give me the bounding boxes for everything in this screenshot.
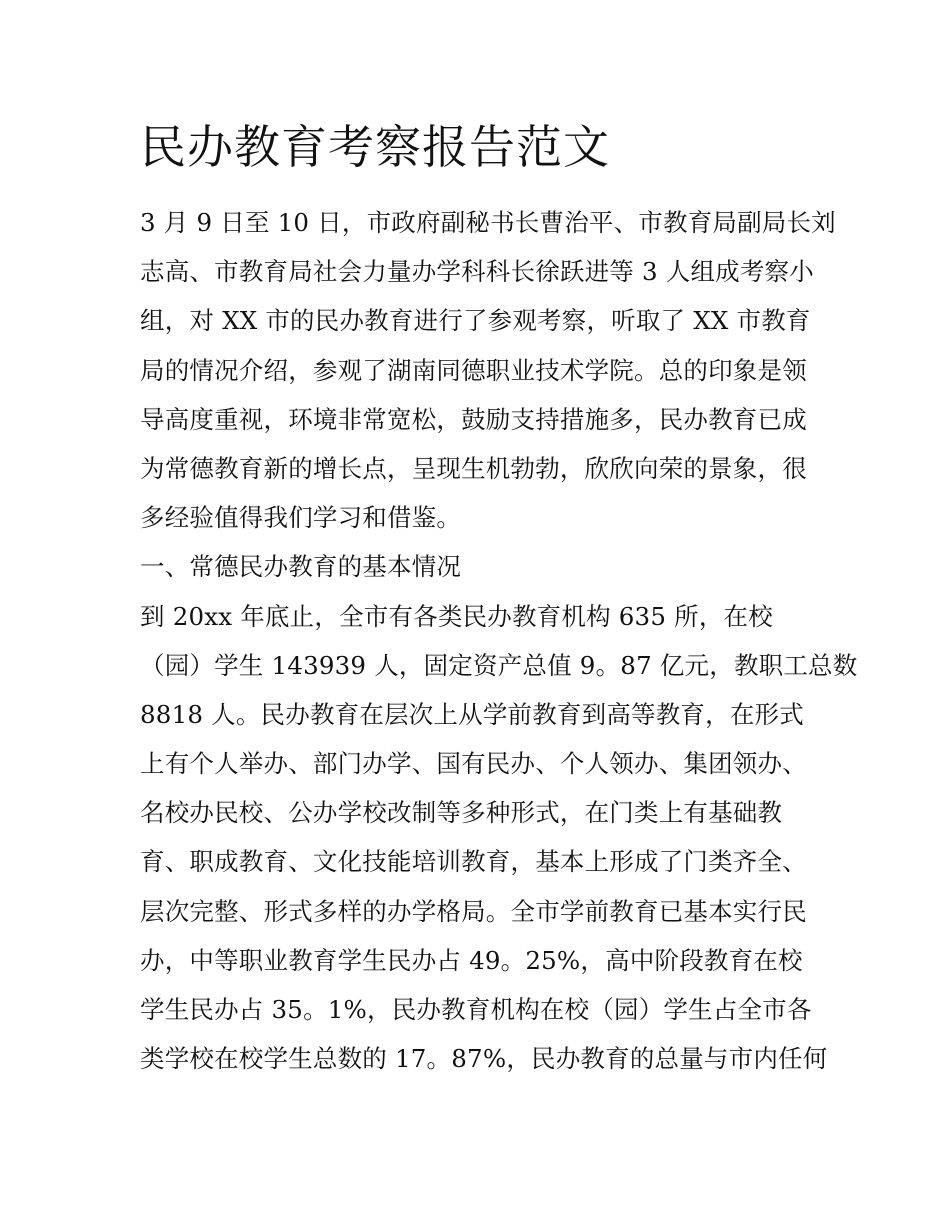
document-body [140, 198, 858, 1083]
text-line: 名校办民校、公办学校改制等多种形式，在门类上有基础教 [140, 798, 783, 828]
text-line: 局的情况介绍，参观了湖南同德职业技术学院。总的印象是领 [140, 355, 807, 385]
text-line: 志高、市教育局社会力量办学科科长徐跃进等 3 人组成考察小 [140, 257, 814, 287]
text-line: 到 20xx 年底止，全市有各类民办教育机构 635 所，在校 [140, 601, 773, 631]
text-line: 层次完整、形式多样的办学格局。全市学前教育已基本实行民 [140, 896, 807, 926]
text-line: 育、职成教育、文化技能培训教育，基本上形成了门类齐全、 [140, 847, 807, 877]
text-line: 办，中等职业教育学生民办占 49。25%，高中阶段教育在校 [140, 945, 803, 975]
text-line: 多经验值得我们学习和借鉴。 [140, 503, 462, 533]
text-line: （园）学生 143939 人，固定资产总值 9。87 亿元，教职工总数 [140, 650, 858, 680]
text-line: 8818 人。民办教育在层次上从学前教育到高等教育，在形式 [140, 699, 804, 729]
text-line: 3 月 9 日至 10 日，市政府副秘书长曹治平、市教育局副局长刘 [140, 208, 836, 237]
text-line: 组，对 XX 市的民办教育进行了参观考察，听取了 XX 市教育 [140, 306, 811, 336]
document-title: 民办教育考察报告范文 [140, 120, 610, 174]
text-line: 类学校在校学生总数的 17。87%，民办教育的总量与市内任何 [140, 1044, 828, 1074]
section-heading: 一、常德民办教育的基本情况 [140, 552, 462, 582]
text-line: 为常德教育新的增长点，呈现生机勃勃，欣欣向荣的景象，很 [140, 453, 807, 483]
text-line: 导高度重视，环境非常宽松，鼓励支持措施多，民办教育已成 [140, 404, 807, 434]
text-line: 学生民办占 35。1%，民办教育机构在校（园）学生占全市各 [140, 995, 812, 1024]
text-line: 上有个人举办、部门办学、国有民办、个人领办、集团领办、 [140, 749, 807, 779]
